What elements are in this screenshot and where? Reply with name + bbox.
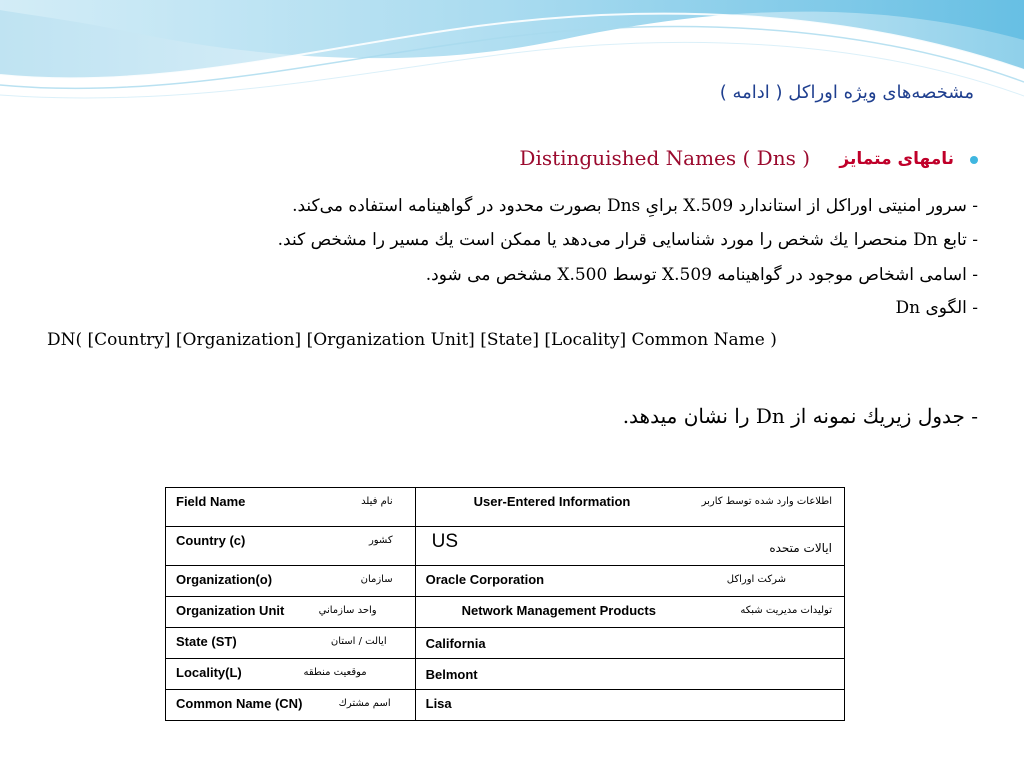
row-info-en: California <box>425 636 486 651</box>
table-header-row <box>166 488 845 527</box>
row-field-en: Organization(o) <box>176 572 273 587</box>
table-row <box>166 566 845 597</box>
row-info-en: Network Management Products <box>461 603 656 618</box>
row-field-fa: ايالت / استان <box>330 636 387 647</box>
dn-table <box>165 487 845 721</box>
header-field-en: Field Name <box>176 494 246 509</box>
table-row <box>166 690 845 721</box>
row-field-en: State (ST) <box>176 634 237 649</box>
bullet-dot-icon <box>970 156 978 164</box>
row-field-en: Country (c) <box>176 533 246 548</box>
row-field-en: Locality(L) <box>176 665 242 680</box>
row-field-fa: سازمان <box>360 574 393 585</box>
row-info-fa: تولیدات مديريت شبکه <box>740 605 832 616</box>
row-field-fa: موقعيت منطقه <box>303 667 367 678</box>
row-field-en: Organization Unit <box>176 603 285 618</box>
row-field-fa: کشور <box>368 535 393 546</box>
text-line-1: - سرور امنيتی اوراکل از استاندارد X.509 برایِ Dns بصورت محدود در گواهینامه استفاده می‌کند. <box>292 196 978 216</box>
header-wave-decoration <box>0 0 1024 130</box>
header-info-en: User-Entered Information <box>473 494 631 509</box>
bullet-heading-en: Distinguished Names ( Dns ) <box>519 146 810 170</box>
table-row <box>166 597 845 628</box>
text-line-4: - الگوی Dn <box>895 298 978 318</box>
row-info-fa: شرکت اوراکل <box>726 574 786 585</box>
text-line-2: - تابع Dn منحصرا يك شخص را مورد شناسايی قرار می‌دهد يا ممكن است يك مسير را مشخص كند. <box>277 230 978 250</box>
table-row <box>166 659 845 690</box>
table-note: - جدول زيريك نمونه از Dn را نشان ميدهد. <box>622 404 978 428</box>
row-info-en: US <box>431 531 459 552</box>
row-info-en: Lisa <box>425 696 452 711</box>
bullet-heading <box>418 146 978 176</box>
dn-pattern: DN( [Country] [Organization] [Organization Unit] [State] [Locality] Common Name ) <box>47 330 777 350</box>
row-field-en: Common Name (CN) <box>176 696 303 711</box>
header-info-fa: اطلاعات وارد شده توسط کاربر <box>701 496 832 507</box>
row-info-en: Oracle Corporation <box>425 572 545 587</box>
slide-title: مشخصه‌های ویژه اوراکل ( ادامه ) <box>719 82 974 103</box>
bullet-heading-fa: نامهای متمایز <box>839 149 954 169</box>
row-info-fa: ایالات متحده <box>769 541 832 555</box>
row-field-fa: واحد سازماني <box>318 605 377 616</box>
row-field-fa: اسم مشترك <box>338 698 391 709</box>
table-row <box>166 628 845 659</box>
table-row <box>166 527 845 566</box>
row-info-en: Belmont <box>425 667 478 682</box>
text-line-3: - اسامی اشخاص موجود در گواهینامه X.509 توسط X.500 مشخص می شود. <box>425 265 978 285</box>
header-field-fa: نام فيلد <box>361 496 393 507</box>
